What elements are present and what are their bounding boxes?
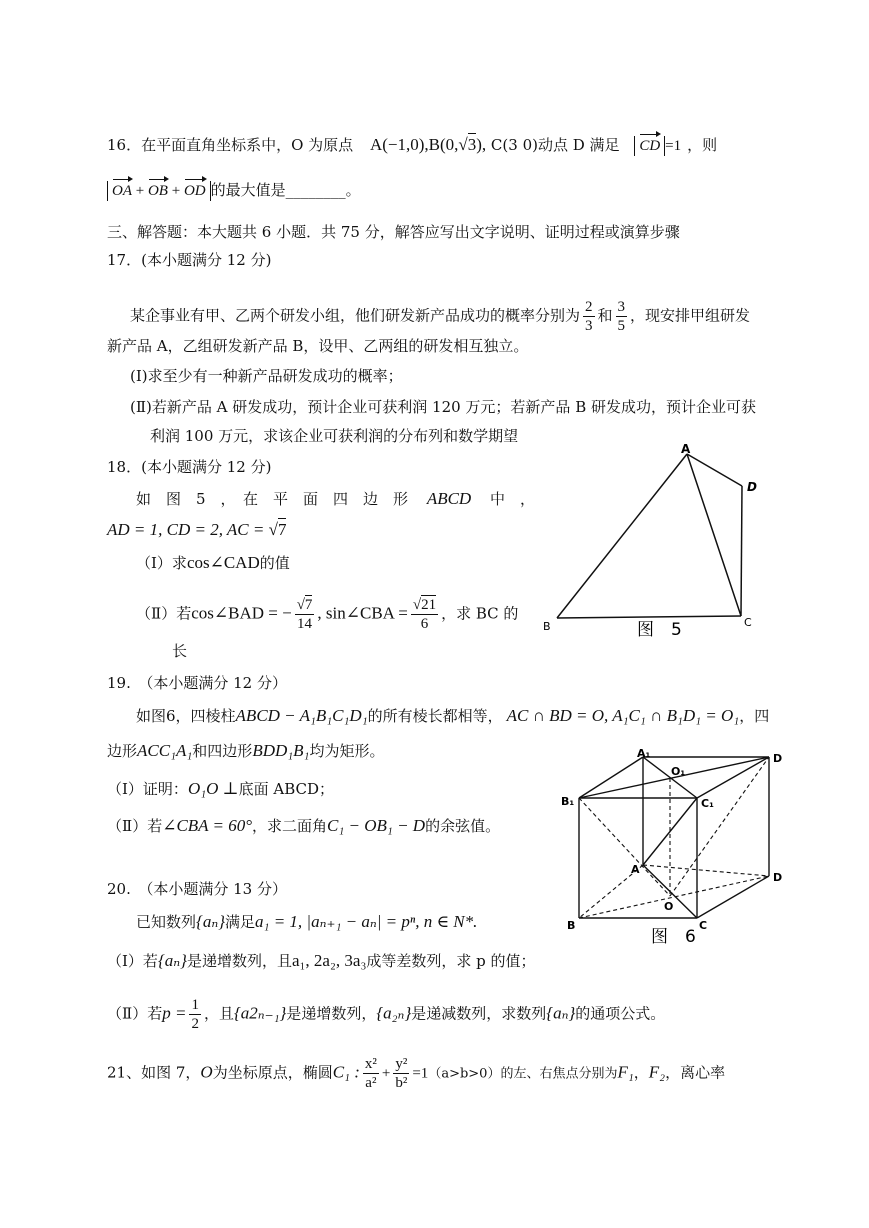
q19-part1-pre: （Ⅰ）证明：	[107, 780, 188, 798]
q20-part2-d: 的通项公式。	[575, 1004, 666, 1023]
q19-bdd: BDD₁B₁	[252, 741, 310, 760]
q17-body2: 新产品 A，乙组研发新产品 B，设甲、乙两组的研发相互独立。	[107, 337, 529, 355]
q18-intro-line	[136, 489, 535, 509]
q16-ze: ，则	[687, 136, 718, 154]
q18-part1	[136, 553, 290, 573]
q17-part2a: (Ⅱ)若新产品 A 研发成功，预计企业可获利润 120 万元；若新产品 B 研发成功，预计企业可获	[130, 398, 756, 416]
q21-c1: C₁ :	[332, 1062, 360, 1082]
q18-part2-post: ，求 BC 的	[441, 604, 519, 623]
q21-f2: F₂	[648, 1062, 666, 1082]
q18-given: AD = 1, CD = 2, AC = √7	[107, 520, 287, 539]
q20-given-b: 满足	[225, 913, 256, 931]
q17-part1: (Ⅰ)求至少有一种新产品研发成功的概率；	[130, 367, 403, 385]
q18-part2-tail: 长	[172, 642, 188, 660]
fig5-label-d: D	[747, 480, 757, 494]
q18-zhong: 中 ，	[490, 490, 536, 508]
q16-tail: 的最大值是________。	[210, 181, 361, 199]
q20-part2-pre: （Ⅱ）若	[107, 1004, 163, 1023]
q21-f1: F₁	[617, 1062, 634, 1082]
q19-body2-c: 均为矩形。	[309, 742, 385, 760]
q17-line1	[130, 298, 750, 335]
q17-header: 17．(本小题满分 12 分)	[107, 251, 272, 269]
q19-body1-a: 如图6，四棱柱	[136, 707, 236, 725]
q20-part1	[107, 951, 536, 971]
q17-he: 和	[597, 306, 613, 325]
q18-sin-cba: , sin∠CBA =	[317, 603, 408, 623]
q19-part2-pre: （Ⅱ）若	[107, 817, 163, 835]
q16-point-b: B(0,	[428, 135, 459, 154]
q20-part2	[107, 996, 665, 1033]
q20-given-a: 已知数列	[136, 913, 197, 931]
q18-part1-expr: cos∠CAD	[186, 553, 260, 572]
q21-pre: 21、如图 7，	[107, 1063, 201, 1082]
q19-part1-expr: O₁O ⊥	[187, 779, 239, 798]
q19-part2-post: 的余弦值。	[425, 817, 501, 835]
fig6-label-a: A	[631, 863, 640, 876]
q20-seq-even: {a₂ₙ}	[376, 1003, 412, 1023]
q20-part1-an: {aₙ}	[157, 951, 187, 970]
q21-cond: （a>b>0）的左、右焦点分别为	[428, 1066, 618, 1082]
q19-body2-b: 和四边形	[192, 742, 253, 760]
q16-line2	[107, 180, 361, 201]
fig6-caption: 图 6	[651, 927, 696, 947]
q18-part2	[136, 596, 518, 633]
q21-frac-y: $\frac{\text{y²}}{\text{b²}}$	[395, 1056, 408, 1091]
q20-header: 20. （本小题满分 13 分）	[107, 880, 287, 898]
q21-mid: 为坐标原点，椭圆	[212, 1063, 333, 1082]
q21-frac-x: $\frac{\text{x²}}{\text{a²}}$	[364, 1056, 377, 1091]
figure-6	[555, 745, 795, 950]
q18-part1-pre: （Ⅰ）求	[136, 554, 187, 572]
fig6-label-b1: B₁	[561, 795, 575, 808]
q16-eq1: =1	[665, 138, 682, 154]
q16-abs-cd	[634, 136, 665, 156]
fig6-label-b: B	[567, 919, 576, 932]
q17-body-a: 某企事业有甲、乙两个研发小组，他们研发新产品成功的概率分别为	[130, 306, 581, 325]
q18-given-a: AD = 1, CD = 2, AC =	[107, 520, 265, 539]
fig5-caption: 图 5	[637, 620, 682, 640]
fig6-label-a1: A₁	[637, 747, 651, 760]
q16-vec-cd: CD	[639, 138, 661, 154]
q16-line1: 16．在平面直角坐标系中，O 为原点 A(−1,0),B(0,√3), C(3 0)动点 D 满足 CD =1 ，则	[107, 135, 718, 154]
q20-p-eq: p =	[162, 1003, 187, 1023]
q19-prism: ABCD − A₁B₁C₁D₁	[235, 706, 368, 725]
q17-part2b: 利润 100 万元，求该企业可获利润的分布列和数学期望	[150, 427, 519, 445]
q16-vec-ob: OB	[147, 183, 168, 199]
fig6-label-d-top: D	[773, 752, 783, 765]
q20-part1-mid: 是递增数列，且	[186, 952, 292, 970]
q19-angle: ∠CBA = 60°	[162, 816, 253, 835]
q18-cos-bad: cos∠BAD = −	[191, 603, 292, 623]
q19-body2-a: 边形	[107, 742, 138, 760]
q20-given-expr: a₁ = 1, |aₙ₊₁ − aₙ| = pⁿ, n ∈ N*.	[255, 912, 478, 931]
q19-dihedral: C₁ − OB₁ − D	[327, 816, 426, 835]
q20-part1-terms: a₁, 2a₂, 3a₃	[291, 951, 367, 970]
q19-acc: ACC₁A₁	[137, 741, 193, 760]
q16-close-b: ),	[476, 135, 487, 154]
q19-part1	[107, 779, 334, 799]
q17-body-b: ，现安排甲组研发	[630, 306, 751, 325]
q21-eq1: =1	[412, 1065, 429, 1082]
q16-point-c: C(3 0)动点 D 满足	[490, 136, 620, 154]
q17-frac2: $\frac{3}{5}$	[617, 299, 626, 334]
fig6-label-c: C	[699, 919, 708, 932]
fig5-label-b: B	[543, 620, 551, 633]
q18-intro: 如 图 5 ， 在 平 面 四 边 形	[136, 490, 409, 508]
q16-vec-oa: OA	[112, 183, 132, 199]
q19-cond: AC ∩ BD = O, A₁C₁ ∩ B₁D₁ = O₁	[506, 706, 740, 725]
q20-part2-an: {aₙ}	[546, 1003, 576, 1023]
q20-seq-odd: {a2ₙ₋₁}	[233, 1003, 287, 1023]
fig6-label-c1: C₁	[701, 797, 714, 810]
q18-frac1: $\frac{√7}{14}$	[296, 597, 313, 632]
q20-part1-post: 成等差数列，求 p 的值；	[366, 952, 536, 970]
q21-sep: ，	[633, 1063, 649, 1082]
figure-5	[535, 440, 775, 640]
q20-an: {aₙ}	[196, 912, 226, 931]
q19-body1-c: ，四	[739, 707, 770, 725]
q19-part1-post: 底面 ABCD；	[238, 780, 335, 798]
q18-frac2: $\frac{√21}{6}$	[412, 597, 437, 632]
q18-header: 18．(本小题满分 12 分)	[107, 458, 272, 476]
q16-vec-od: OD	[183, 183, 206, 199]
q21-line	[107, 1055, 725, 1092]
q21-post: ，离心率	[665, 1063, 726, 1082]
q16-point-a: A(−1,0),	[369, 135, 429, 154]
q20-part2-b: 是递增数列，	[286, 1004, 377, 1023]
q20-part1-pre: （Ⅰ）若	[107, 952, 158, 970]
section3-heading: 三、解答题：本大题共 6 小题．共 75 分，解答应写出文字说明、证明过程或演算步骤	[107, 223, 680, 241]
fig5-label-c: C	[744, 616, 752, 629]
q19-body1-b: 的所有棱长都相等，	[367, 707, 503, 725]
q20-given	[136, 912, 477, 932]
q20-part2-c: 是递减数列，求数列	[411, 1004, 547, 1023]
fig6-label-o: O	[664, 900, 674, 913]
q17-frac1: $\frac{2}{3}$	[585, 299, 593, 334]
fig6-label-o1: O₁	[671, 765, 686, 778]
q18-sqrt7: 7	[277, 520, 287, 539]
q19-part2-mid: ，求二面角	[252, 817, 328, 835]
q20-part2-a: ，且	[203, 1004, 234, 1023]
q16-abs-sum: OA + OB + OD	[107, 181, 211, 201]
q19-line2	[107, 741, 384, 761]
q21-o: O	[200, 1062, 213, 1082]
fig5-label-a: A	[681, 442, 691, 456]
q18-abcd: ABCD	[426, 489, 472, 508]
q19-part2	[107, 816, 500, 836]
q18-part2-pre: （Ⅱ）若	[136, 604, 192, 623]
q20-frac: $\frac{1}{2}$	[191, 997, 199, 1032]
fig6-label-d: D	[773, 871, 783, 884]
q18-part1-post: 的值	[259, 554, 290, 572]
q16-label: 16．在平面直角坐标系中，O 为原点	[107, 136, 354, 154]
q19-header: 19. （本小题满分 12 分）	[107, 674, 287, 692]
q21-plus: +	[381, 1065, 391, 1082]
q19-line1	[136, 706, 769, 726]
q16-sqrt3: 3	[467, 135, 477, 154]
